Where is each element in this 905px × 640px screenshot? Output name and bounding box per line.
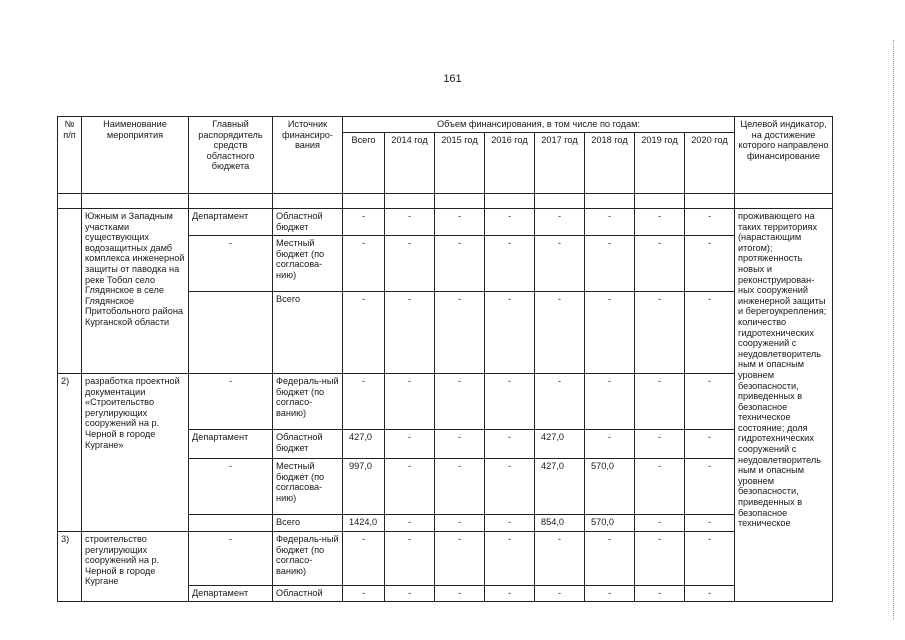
value-cell: - [385,532,435,586]
table-row [58,209,833,236]
scan-edge-marks [893,40,898,620]
value-cell: - [435,374,485,430]
value-cell: - [435,515,485,532]
target-indicator-text: проживающего на таких территориях (нарастающим итогом); протяженность новых и реконструирован-ных сооружений инженерной защиты и берегоукрепления; количество гидротехнических сооружений с неудовлетворитель ным и опасным уровнем безопасности, приведенных в безопасное техническое состояние; доля гидротехнических сооружений с неудовлетворитель ным и опасным уровнем безопасности, приведенных в безопасное техническое [735,209,833,602]
value-cell: - [435,430,485,459]
value-cell: - [343,292,385,374]
value-cell: - [485,586,535,602]
value-cell: - [385,209,435,236]
value-cell: 427,0 [535,459,585,515]
manager-cell: - [189,374,273,430]
value-cell: - [343,236,385,292]
value-cell: - [485,515,535,532]
manager-cell: Департамент [189,586,273,602]
source-cell: Федераль-ный бюджет (по согласо-ванию) [273,374,343,430]
value-cell: - [435,532,485,586]
header-year: 2017 год [535,133,585,194]
value-cell: - [485,430,535,459]
value-cell: - [535,532,585,586]
value-cell: - [435,209,485,236]
source-cell: Областной бюджет [273,209,343,236]
value-cell: - [635,374,685,430]
value-cell: - [535,209,585,236]
header-volume: Объем финансирования, в том числе по годам: [343,117,735,133]
value-cell: - [585,430,635,459]
manager-cell: Департамент [189,430,273,459]
value-cell: - [385,459,435,515]
value-cell: - [635,430,685,459]
header-indicator: Целевой индикатор, на достижение которого направлено финансирование [735,117,833,194]
header-num: № п/п [58,117,82,194]
activity-name: разработка проектной документации «Строительство регулирующих сооружений на р. Черной в городе Кургане» [82,374,189,532]
source-cell: Областной [273,586,343,602]
value-cell: - [535,374,585,430]
value-cell: 997,0 [343,459,385,515]
header-manager: Главный распорядитель средств областного бюджета [189,117,273,194]
value-cell: - [485,236,535,292]
header-total: Всего [343,133,385,194]
value-cell: - [685,236,735,292]
value-cell: - [385,292,435,374]
value-cell: - [435,459,485,515]
value-cell: - [385,515,435,532]
value-cell: - [485,292,535,374]
value-cell: - [585,209,635,236]
value-cell: 427,0 [535,430,585,459]
manager-cell: - [189,459,273,515]
activity-name: Южным и Западным участками существующих водозащитных дамб комплекса инженерной защиты от паводка на реке Тобол село Глядянское в селе Глядянское Притобольного района Курганской области [82,209,189,374]
value-cell: - [585,586,635,602]
header-year: 2019 год [635,133,685,194]
value-cell: - [685,292,735,374]
value-cell: - [485,532,535,586]
value-cell: - [535,292,585,374]
value-cell: - [635,586,685,602]
activity-name: строительство регулирующих сооружений на р. Черной в городе Кургане [82,532,189,602]
header-year: 2018 год [585,133,635,194]
value-cell: - [343,374,385,430]
source-cell: Всего [273,292,343,374]
financing-table [57,116,833,602]
manager-cell: - [189,532,273,586]
value-cell: - [385,430,435,459]
value-cell: - [635,236,685,292]
value-cell: 570,0 [585,515,635,532]
value-cell: 427,0 [343,430,385,459]
header-name: Наименование мероприятия [82,117,189,194]
value-cell: 1424,0 [343,515,385,532]
value-cell: - [585,532,635,586]
value-cell: - [635,532,685,586]
row-num [58,209,82,374]
value-cell: - [485,209,535,236]
value-cell: - [585,374,635,430]
table-row [58,374,833,430]
value-cell: - [685,209,735,236]
value-cell: - [385,374,435,430]
value-cell: - [343,209,385,236]
value-cell: - [435,236,485,292]
table-row [58,532,833,586]
manager-cell [189,515,273,532]
value-cell: - [585,236,635,292]
source-cell: Федераль-ный бюджет (по согласо-ванию) [273,532,343,586]
manager-cell: Департамент [189,209,273,236]
value-cell: 570,0 [585,459,635,515]
source-cell: Местный бюджет (по согласова-нию) [273,459,343,515]
header-source: Источник финансиро-вания [273,117,343,194]
source-cell: Местный бюджет (по согласова-нию) [273,236,343,292]
value-cell: - [635,209,685,236]
value-cell: - [585,292,635,374]
value-cell: - [485,459,535,515]
value-cell: - [535,236,585,292]
value-cell: 854,0 [535,515,585,532]
value-cell: - [685,515,735,532]
value-cell: - [685,430,735,459]
header-year: 2015 год [435,133,485,194]
header-year: 2014 год [385,133,435,194]
value-cell: - [485,374,535,430]
value-cell: - [385,586,435,602]
source-cell: Областной бюджет [273,430,343,459]
row-num: 2) [58,374,82,532]
value-cell: - [635,459,685,515]
header-year: 2016 год [485,133,535,194]
value-cell: - [385,236,435,292]
value-cell: - [685,532,735,586]
value-cell: - [343,532,385,586]
value-cell: - [685,459,735,515]
value-cell: - [435,292,485,374]
page-number: 161 [443,73,462,85]
value-cell: - [435,586,485,602]
value-cell: - [343,586,385,602]
value-cell: - [535,586,585,602]
value-cell: - [635,292,685,374]
source-cell: Всего [273,515,343,532]
manager-cell: - [189,236,273,292]
value-cell: - [685,374,735,430]
row-num: 3) [58,532,82,602]
header-year: 2020 год [685,133,735,194]
value-cell: - [685,586,735,602]
manager-cell [189,292,273,374]
value-cell: - [635,515,685,532]
